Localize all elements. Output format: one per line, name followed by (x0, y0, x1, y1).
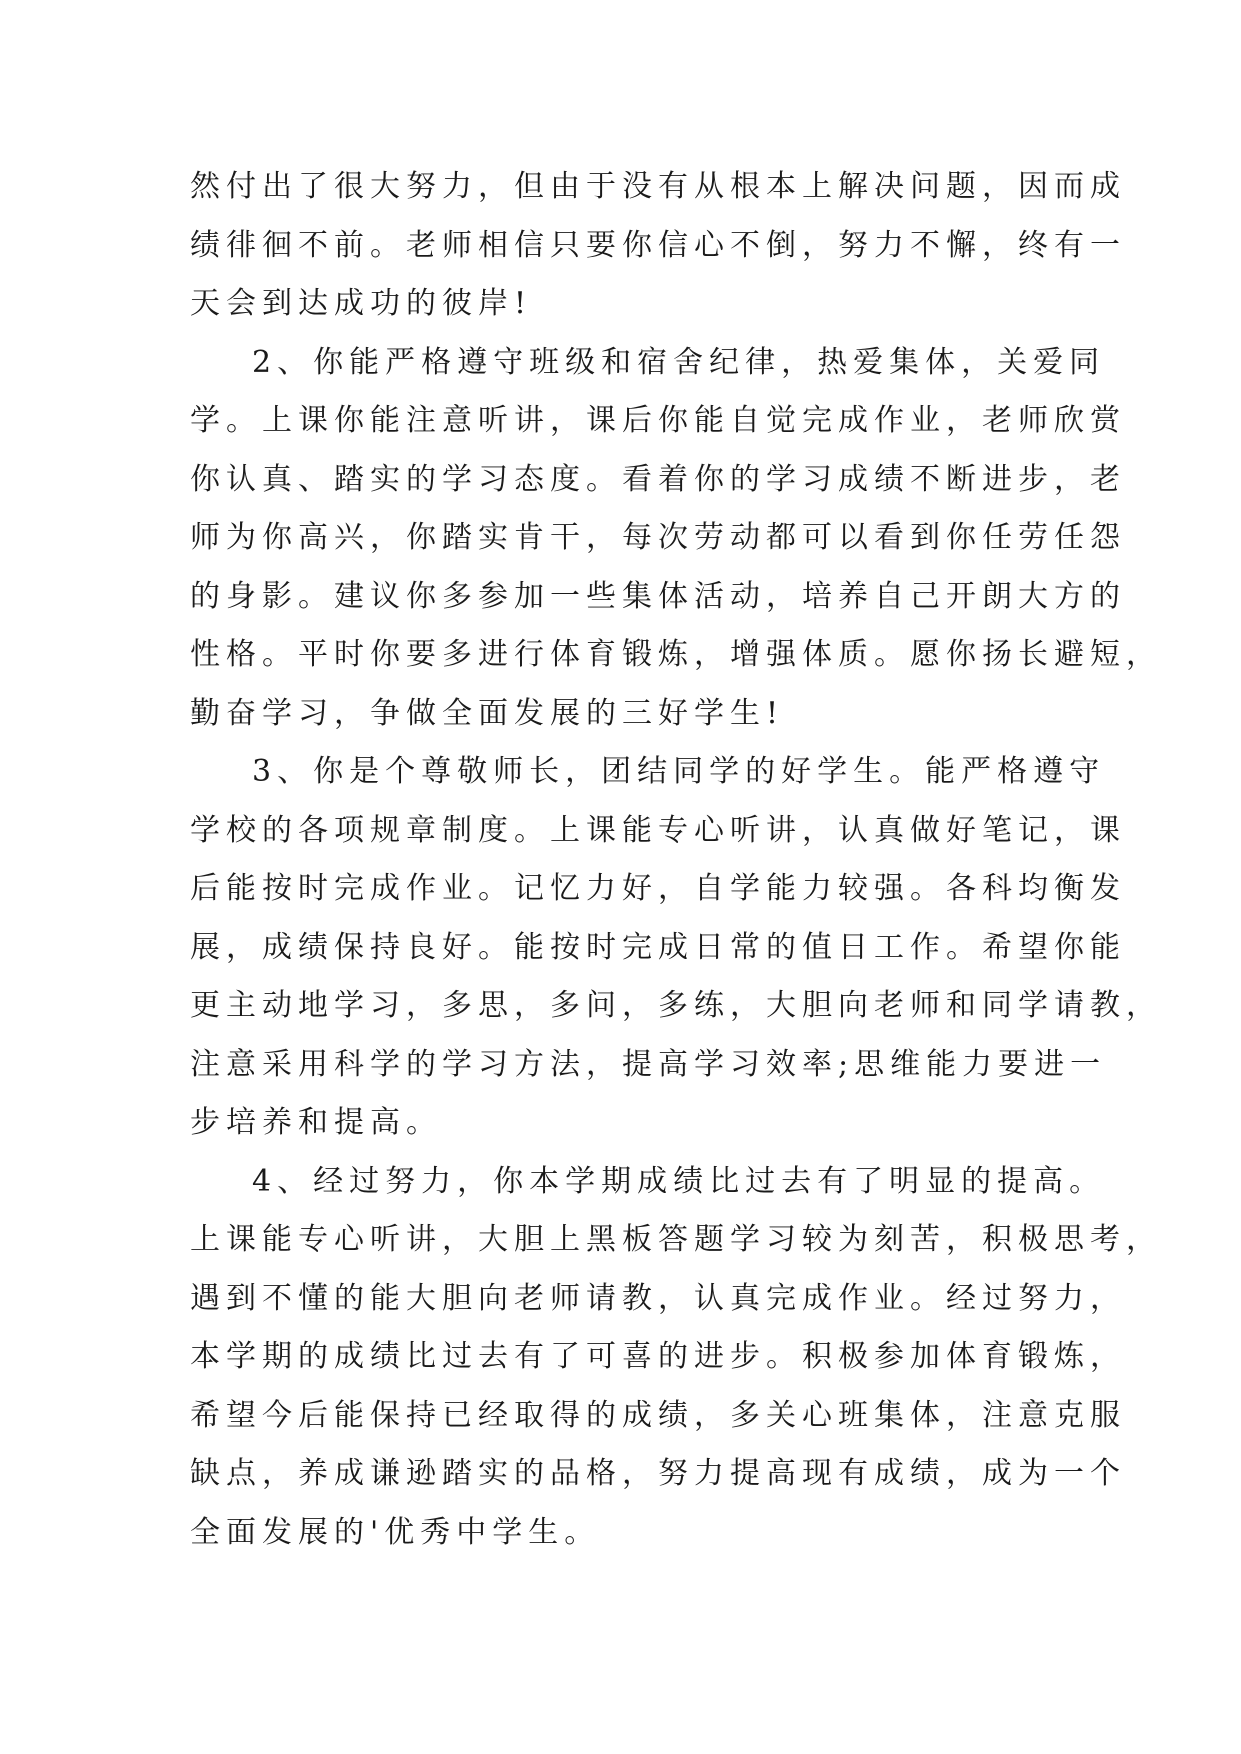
text-line: 你认真、踏实的学习态度。看着你的学习成绩不断进步，老 (190, 461, 1126, 497)
text-line: 然付出了很大努力，但由于没有从根本上解决问题，因而成 (190, 169, 1126, 204)
text-line: 学校的各项规章制度。上课能专心听讲，认真做好笔记，课 (190, 812, 1126, 848)
text-line: 性格。平时你要多进行体育锻炼，增强体质。愿你扬长避短， (190, 637, 1162, 672)
text-line: 的身影。建议你多参加一些集体活动，培养自己开朗大方的 (190, 578, 1126, 614)
text-line: 缺点，养成谦逊踏实的品格，努力提高现有成绩，成为一个 (190, 1456, 1126, 1491)
text-line: 绩徘徊不前。老师相信只要你信心不倒，努力不懈，终有一 (190, 227, 1126, 263)
text-line: 希望今后能保持已经取得的成绩，多关心班集体，注意克服 (190, 1397, 1126, 1433)
text-line: 学。上课你能注意听讲，课后你能自觉完成作业，老师欣赏 (190, 403, 1126, 438)
text-line: 全面发展的'优秀中学生。 (190, 1514, 601, 1550)
text-line: 展，成绩保持良好。能按时完成日常的值日工作。希望你能 (190, 929, 1126, 965)
paragraph-first-line: 2、你能严格遵守班级和宿舍纪律，热爱集体，关爱同 (252, 344, 1106, 380)
text-line: 师为你高兴，你踏实肯干，每次劳动都可以看到你任劳任怨 (190, 520, 1126, 555)
paragraph-first-line: 3、你是个尊敬师长，团结同学的好学生。能严格遵守 (252, 754, 1106, 789)
text-line: 步培养和提高。 (190, 1105, 442, 1140)
paragraph-first-line: 4、经过努力，你本学期成绩比过去有了明显的提高。 (252, 1163, 1106, 1199)
text-line: 注意采用科学的学习方法，提高学习效率;思维能力要进一 (190, 1046, 1107, 1082)
text-line: 上课能专心听讲，大胆上黑板答题学习较为刻苦，积极思考， (190, 1222, 1162, 1257)
text-line: 遇到不懂的能大胆向老师请教，认真完成作业。经过努力， (190, 1280, 1126, 1316)
text-line: 勤奋学习，争做全面发展的三好学生! (190, 695, 785, 731)
text-line: 天会到达成功的彼岸! (190, 286, 533, 321)
text-line: 后能按时完成作业。记忆力好，自学能力较强。各科均衡发 (190, 871, 1126, 906)
text-line: 更主动地学习，多思，多问，多练，大胆向老师和同学请教， (190, 988, 1162, 1023)
text-line: 本学期的成绩比过去有了可喜的进步。积极参加体育锻炼， (190, 1339, 1126, 1374)
document-body (190, 158, 1162, 1562)
